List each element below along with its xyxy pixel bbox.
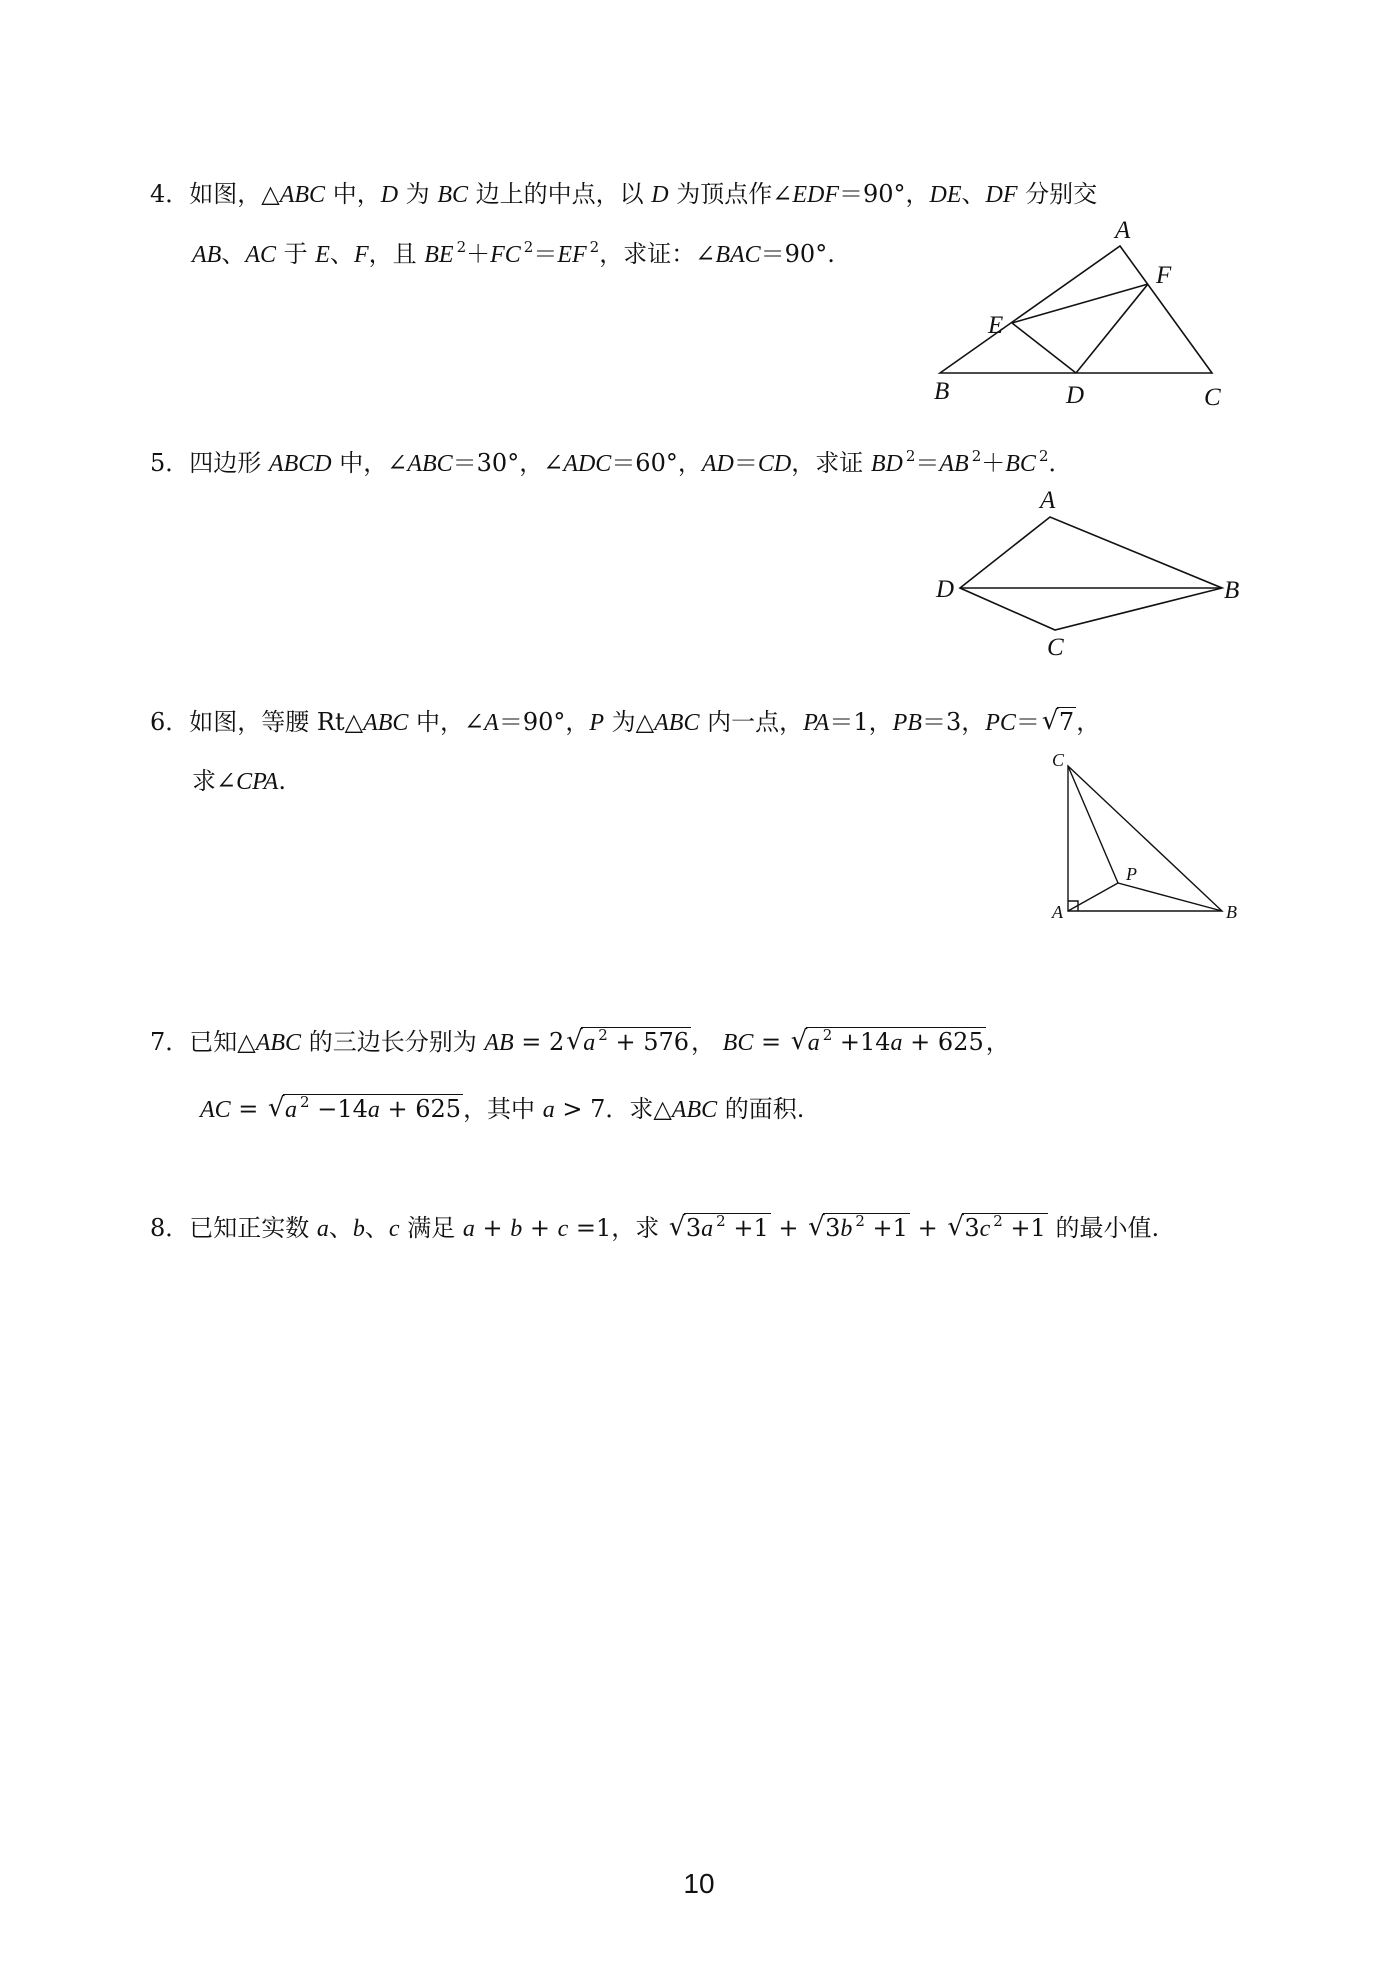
figure-5-quadrilateral (920, 487, 1240, 661)
fig4-label-c: C (1204, 384, 1221, 411)
fig6-segment-pc (1068, 766, 1118, 883)
problem-7-line-2: AC = √ a $^2$ −14a + 625，其中 a > 7．求△ABC 的面积. (200, 1093, 804, 1126)
fig5-label-b: B (1224, 577, 1240, 604)
fig6-label-b: B (1226, 902, 1237, 922)
fig4-label-f: F (1156, 262, 1172, 289)
page-number: 10 (683, 1868, 715, 1899)
fig5-label-d: D (936, 576, 955, 603)
fig4-segment-ed (1012, 323, 1076, 373)
fig4-segment-ef (1012, 284, 1148, 323)
problem-6-line-2: 求∠CPA. (192, 767, 286, 795)
figure-4-triangle (920, 217, 1240, 411)
fig4-label-a: A (1115, 217, 1131, 244)
fig4-label-e: E (988, 312, 1004, 339)
problem-4-line-2: AB、AC 于 E、F，且 BE $^2$＋FC $^2$＝EF $^2$，求证：∠BAC＝90°. (192, 238, 835, 268)
problem-8-line-1: 8．已知正实数 a、b、c 满足 a + b + c =1，求 √ 3a $^2$ +1 + √ 3b $^2$ +1 + √ 3c $^2$ +1 的最小值. (150, 1212, 1159, 1245)
problem-4-line-1: 4．如图，△ABC 中，D 为 BC 边上的中点，以 D 为顶点作∠EDF＝90°，DE、DF 分别交 (150, 180, 1098, 208)
fig6-label-p: P (1126, 864, 1137, 884)
fig5-quad-abcd (960, 517, 1222, 630)
fig6-label-a: A (1052, 902, 1063, 922)
fig5-label-a: A (1040, 487, 1056, 514)
fig4-segment-df (1076, 284, 1148, 373)
fig6-triangle-abc (1068, 766, 1222, 911)
fig4-label-b: B (934, 378, 950, 405)
problem-6-line-1: 6．如图，等腰 Rt△ABC 中，∠A＝90°，P 为△ABC 内一点，PA＝1，PB＝3，PC＝√ 7， (150, 706, 1100, 739)
problem-5-line-1: 5．四边形 ABCD 中，∠ABC＝30°，∠ADC＝60°，AD＝CD，求证 BD $^2$＝AB $^2$＋BC $^2$． (150, 447, 1073, 477)
fig4-label-d: D (1066, 382, 1085, 409)
fig6-label-c: C (1052, 750, 1065, 770)
problem-7-line-1: 7．已知△ABC 的三边长分别为 AB = 2√ a $^2$ + 576， BC = √ a $^2$ +14a + 625， (150, 1026, 1010, 1059)
fig5-label-c: C (1047, 634, 1064, 661)
fig6-segment-pa (1068, 883, 1118, 911)
figure-6-triangle (1040, 750, 1250, 930)
